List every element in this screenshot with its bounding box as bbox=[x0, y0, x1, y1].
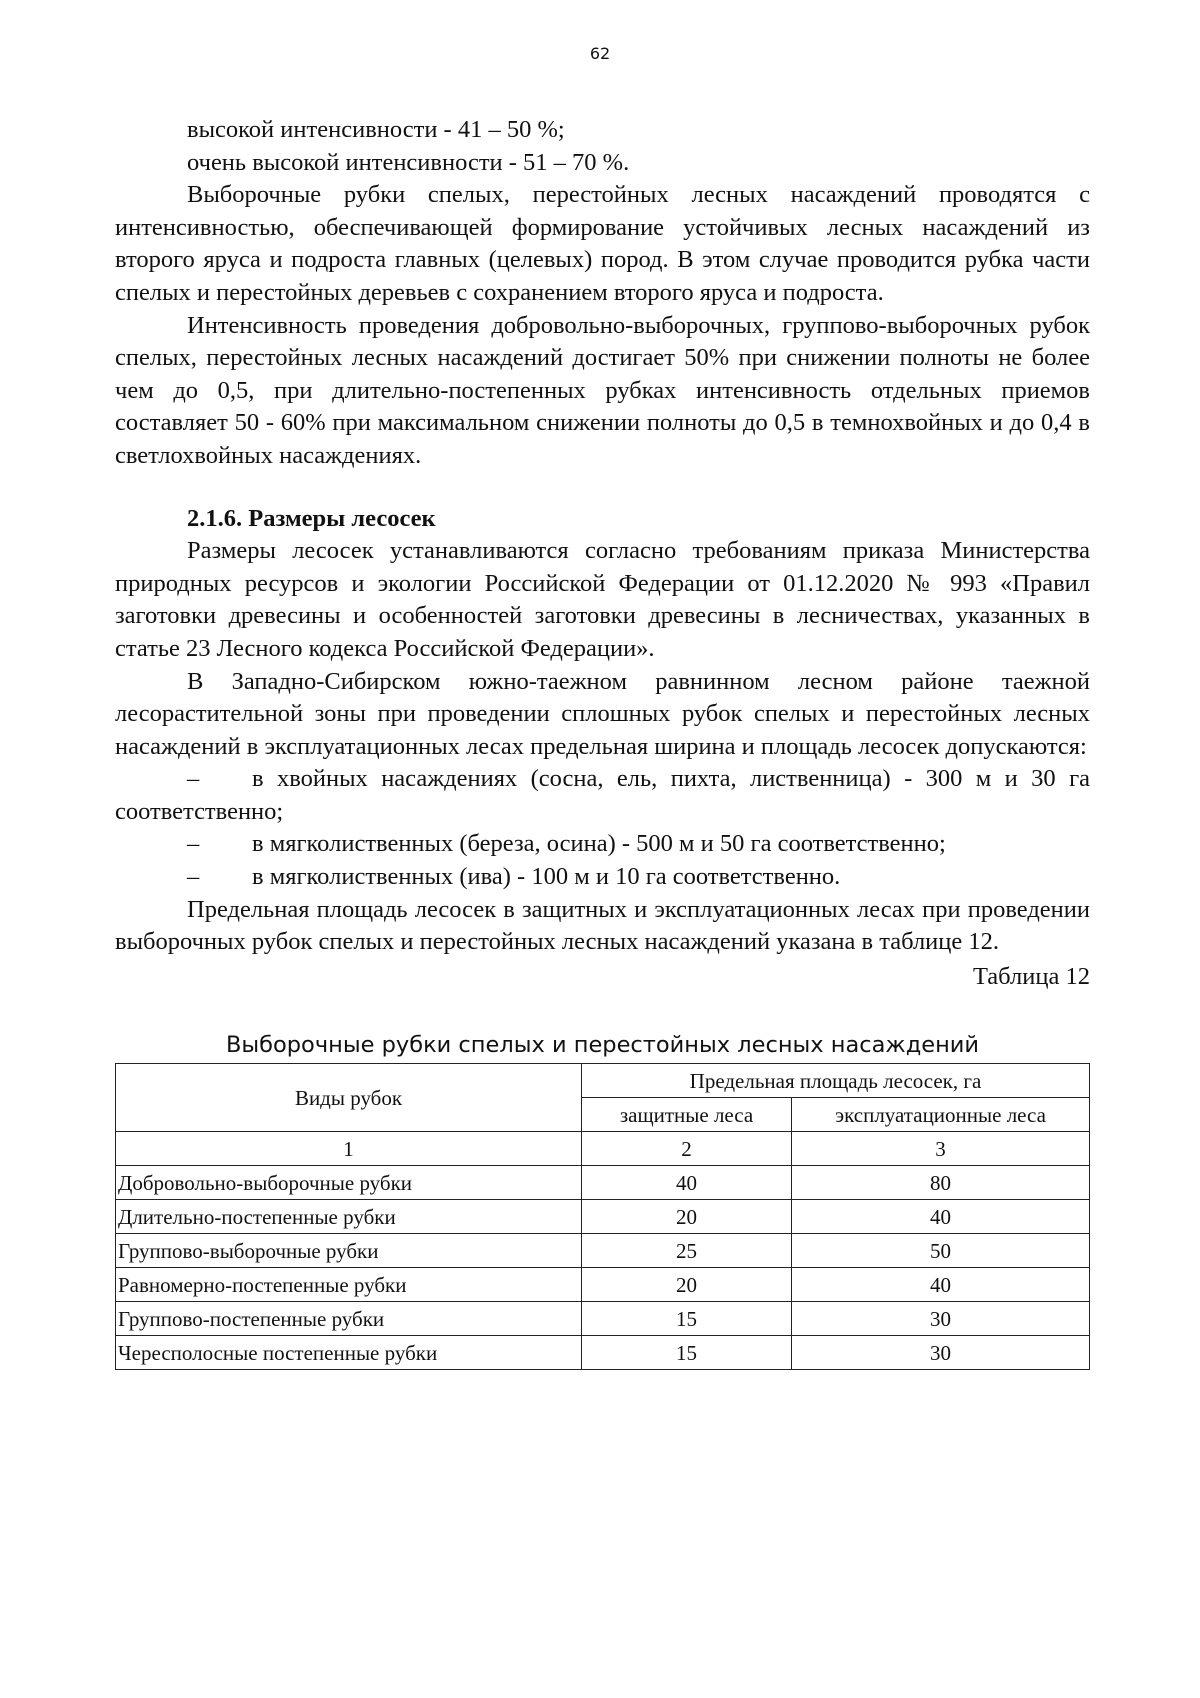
dash-mark: – bbox=[187, 863, 200, 891]
cut-type-name: Группово-выборочные рубки bbox=[116, 1234, 582, 1268]
table-row bbox=[116, 1200, 1090, 1234]
column-number: 3 bbox=[792, 1132, 1090, 1166]
protective-value: 15 bbox=[582, 1302, 792, 1336]
table-row bbox=[116, 1234, 1090, 1268]
table-row bbox=[116, 1268, 1090, 1302]
table-title: Выборочные рубки спелых и перестойных лесных насаждений bbox=[225, 1032, 980, 1059]
header-cut-types: Виды рубок bbox=[116, 1064, 582, 1132]
protective-value: 20 bbox=[582, 1200, 792, 1234]
protective-value: 15 bbox=[582, 1336, 792, 1370]
dash-item-text: в хвойных насаждениях (сосна, ель, пихта, лиственница) - 300 м и 30 га соответственно; bbox=[115, 765, 1090, 825]
paragraph: Интенсивность проведения добровольно-выборочных, группово-выборочных рубок спелых, перестойных лесных насаждений достигает 50% при снижении полноты не более чем до 0,5, при длительно-постепенных рубках интенсивность отдельных приемов составляет 50 - 60% при максимальном снижении полноты до 0,5 в темнохвойных и до 0,4 в светлохвойных насаждениях. bbox=[115, 311, 1090, 469]
paragraph: В Западно-Сибирском южно-таежном равнинном лесном районе таежной лесорастительной зоны при проведении сплошных рубок спелых и перестойных лесных насаждений в эксплуатационных лесах предельная ширина и площадь лесосек допускаются: bbox=[115, 667, 1090, 760]
column-number: 1 bbox=[116, 1132, 582, 1166]
document-body bbox=[115, 114, 1090, 1370]
paragraph: очень высокой интенсивности - 51 – 70 %. bbox=[187, 148, 630, 176]
cut-type-name: Длительно-постепенные рубки bbox=[116, 1200, 582, 1234]
table-header-row bbox=[116, 1064, 1090, 1098]
page-number: 62 bbox=[589, 44, 611, 63]
protective-value: 40 bbox=[582, 1166, 792, 1200]
paragraph: Выборочные рубки спелых, перестойных лесных насаждений проводятся с интенсивностью, обеспечивающей формирование устойчивых лесных насаждений из второго яруса и подроста главных (целевых) пород. В этом случае проводится рубка части спелых и перестойных деревьев с сохранением второго яруса и подроста. bbox=[115, 181, 1090, 306]
exploitation-value: 40 bbox=[792, 1200, 1090, 1234]
header-protective-forests: защитные леса bbox=[582, 1098, 792, 1132]
cut-type-name: Группово-постепенные рубки bbox=[116, 1302, 582, 1336]
header-exploitation-forests: эксплуатационные леса bbox=[792, 1098, 1090, 1132]
paragraph: Предельная площадь лесосек в защитных и эксплуатационных лесах при проведении выборочных рубок спелых и перестойных лесных насаждений указана в таблице 12. bbox=[115, 895, 1090, 956]
exploitation-value: 40 bbox=[792, 1268, 1090, 1302]
table-numbering-row bbox=[116, 1132, 1090, 1166]
paragraph: высокой интенсивности - 41 – 50 %; bbox=[187, 116, 565, 143]
protective-value: 20 bbox=[582, 1268, 792, 1302]
dash-mark: – bbox=[187, 830, 200, 858]
exploitation-value: 80 bbox=[792, 1166, 1090, 1200]
dash-item-text: в мягколиственных (ива) - 100 м и 10 га соответственно. bbox=[252, 863, 841, 891]
table-label: Таблица 12 bbox=[972, 962, 1090, 990]
dash-list-item bbox=[115, 861, 1090, 894]
dash-list-item bbox=[115, 763, 1090, 828]
header-max-area: Предельная площадь лесосек, га bbox=[582, 1064, 1090, 1098]
table-row bbox=[116, 1302, 1090, 1336]
cutting-areas-table bbox=[115, 1063, 1090, 1370]
column-number: 2 bbox=[582, 1132, 792, 1166]
paragraph: Размеры лесосек устанавливаются согласно требованиям приказа Министерства природных ресурсов и экологии Российской Федерации от 01.12.2020 № 993 «Правил заготовки древесины и особенностей заготовки древесины в лесничествах, указанных в статье 23 Лесного кодекса Российской Федерации». bbox=[115, 537, 1090, 662]
exploitation-value: 30 bbox=[792, 1302, 1090, 1336]
table-row bbox=[116, 1166, 1090, 1200]
cut-type-name: Добровольно-выборочные рубки bbox=[116, 1166, 582, 1200]
exploitation-value: 30 bbox=[792, 1336, 1090, 1370]
cut-type-name: Равномерно-постепенные рубки bbox=[116, 1268, 582, 1302]
dash-item-text: в мягколиственных (береза, осина) - 500 м и 50 га соответственно; bbox=[252, 830, 946, 858]
protective-value: 25 bbox=[582, 1234, 792, 1268]
exploitation-value: 50 bbox=[792, 1234, 1090, 1268]
cut-type-name: Чересполосные постепенные рубки bbox=[116, 1336, 582, 1370]
section-heading: 2.1.6. Размеры лесосек bbox=[187, 504, 436, 532]
dash-mark: – bbox=[187, 765, 200, 793]
dash-list-item bbox=[115, 828, 1090, 861]
table-row bbox=[116, 1336, 1090, 1370]
